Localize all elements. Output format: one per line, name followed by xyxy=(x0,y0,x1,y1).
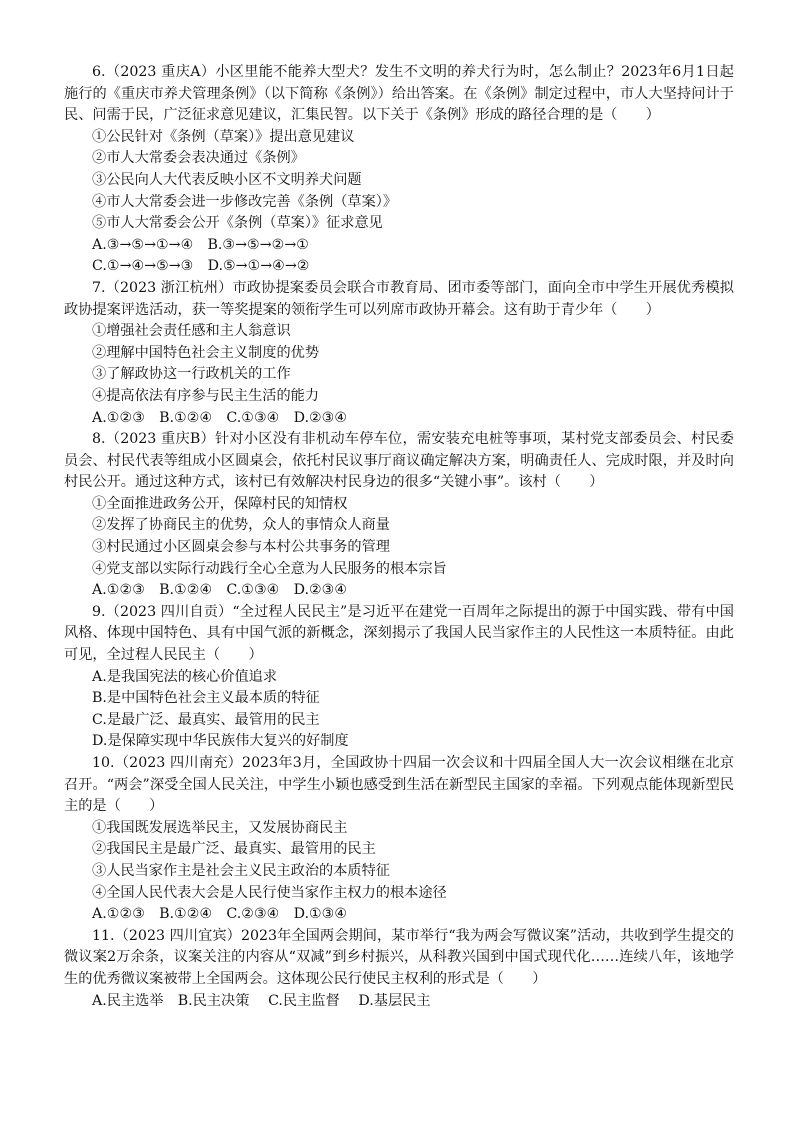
question-11 xyxy=(64,926,734,1012)
question-stem: 11.（2023 四川宜宾）2023年全国两会期间，某市举行“我为两会写微议案”活动，共收到学生提交的微议案2万余条，议案关注的内容从“双减”到乡村振兴，从科教兴国到中国式现代化……连续八年，该地学生的优秀微议案被带上全国两会。这体现公民行使民主权利的形式是（ ） xyxy=(64,927,734,987)
option-item: ①我国既发展选举民主，又发展协商民主 xyxy=(92,819,348,836)
answer-choices: A.①②③ B.①②④ C.①③④ D.②③④ xyxy=(92,582,348,599)
answer-choices: A.民主选举 B.民主决策 C.民主监督 D.基层民主 xyxy=(92,992,431,1009)
option-item: ②发挥了协商民主的优势，众人的事情众人商量 xyxy=(92,517,390,534)
question-7 xyxy=(64,278,734,429)
question-10 xyxy=(64,753,734,926)
question-6 xyxy=(64,62,734,278)
option-item: ③公民向人大代表反映小区不文明养犬问题 xyxy=(92,171,362,188)
option-item: ④党支部以实际行动践行全心全意为人民服务的根本宗旨 xyxy=(92,560,447,577)
option-item: ①增强社会责任感和主人翁意识 xyxy=(92,323,291,340)
answer-choices: C.①→④→⑤→③ D.⑤→①→④→② xyxy=(92,258,310,275)
answer-choice: B.是中国特色社会主义最本质的特征 xyxy=(92,690,320,707)
answer-choices: A.①②③ B.①②④ C.①③④ D.②③④ xyxy=(92,409,348,426)
option-item: ③人民当家作主是社会主义民主政治的本质特征 xyxy=(92,862,390,879)
answer-choices: A.③→⑤→①→④ B.③→⑤→②→① xyxy=(92,236,309,253)
question-page xyxy=(64,62,734,1012)
question-stem: 10.（2023 四川南充）2023年3月，全国政协十四届一次会议和十四届全国人大一次会议相继在北京召开。“两会”深受全国人民关注，中学生小颖也感受到生活在新型民主国家的幸福。下列观点能体现新型民主的是（ ） xyxy=(64,755,734,815)
option-item: ③了解政协这一行政机关的工作 xyxy=(92,366,291,383)
option-item: ①全面推进政务公开，保障村民的知情权 xyxy=(92,495,348,512)
option-item: ⑤市人大常委会公开《条例（草案）》征求意见 xyxy=(92,215,383,232)
answer-choice: A.是我国宪法的核心价值追求 xyxy=(92,668,278,685)
option-item: ④全国人民代表大会是人民行使当家作主权力的根本途径 xyxy=(92,884,447,901)
answer-choice: C.是最广泛、最真实、最管用的民主 xyxy=(92,711,320,728)
question-stem: 9.（2023 四川自贡）“全过程人民民主”是习近平在建党一百周年之际提出的源于中国实践、带有中国风格、体现中国特色、具有中国气派的新概念，深刻揭示了我国人民当家作主的人民性这一本质特征。由此可见，全过程人民民主（ ） xyxy=(64,603,734,664)
question-stem: 8.（2023 重庆B）针对小区没有非机动车停车位，需安装充电桩等事项，某村党支部委员会、村民委员会、村民代表等组成小区圆桌会，依托村民议事厅商议确定解决方案，明确责任人、完成时限，并及时向村民公开。通过这种方式，该村已有效解决村民身边的很多“关键小事”。该村（ ） xyxy=(64,431,734,491)
option-item: ①公民针对《条例（草案）》提出意见建议 xyxy=(92,128,355,145)
question-stem: 7.（2023 浙江杭州）市政协提案委员会联合市教育局、团市委等部门，面向全市中学生开展优秀模拟政协提案评选活动，获一等奖提案的领衔学生可以列席市政协开幕会。这有助于青少年（ ） xyxy=(64,279,734,318)
option-item: ②市人大常委会表决通过《条例》 xyxy=(92,150,305,167)
option-item: ②理解中国特色社会主义制度的优势 xyxy=(92,344,320,361)
question-9 xyxy=(64,602,734,753)
option-item: ④提高依法有序参与民主生活的能力 xyxy=(92,387,320,404)
option-item: ④市人大常委会进一步修改完善《条例（草案）》 xyxy=(92,193,398,210)
option-item: ③村民通过小区圆桌会参与本村公共事务的管理 xyxy=(92,539,390,556)
question-8 xyxy=(64,429,734,602)
answer-choice: D.是保障实现中华民族伟大复兴的好制度 xyxy=(92,733,349,750)
question-stem: 6.（2023 重庆A）小区里能不能养大型犬？发生不文明的养犬行为时，怎么制止？2023年6月1日起施行的《重庆市养犬管理条例》（以下简称《条例》）给出答案。在《条例》制定过程中，市人大坚持问计于民、问需于民，广泛征求意见建议，汇集民智。以下关于《条例》形成的路径合理的是（ ） xyxy=(64,64,734,124)
option-item: ②我国民主是最广泛、最真实、最管用的民主 xyxy=(92,841,376,858)
answer-choices: A.①②③ B.①②④ C.②③④ D.①③④ xyxy=(92,906,348,923)
